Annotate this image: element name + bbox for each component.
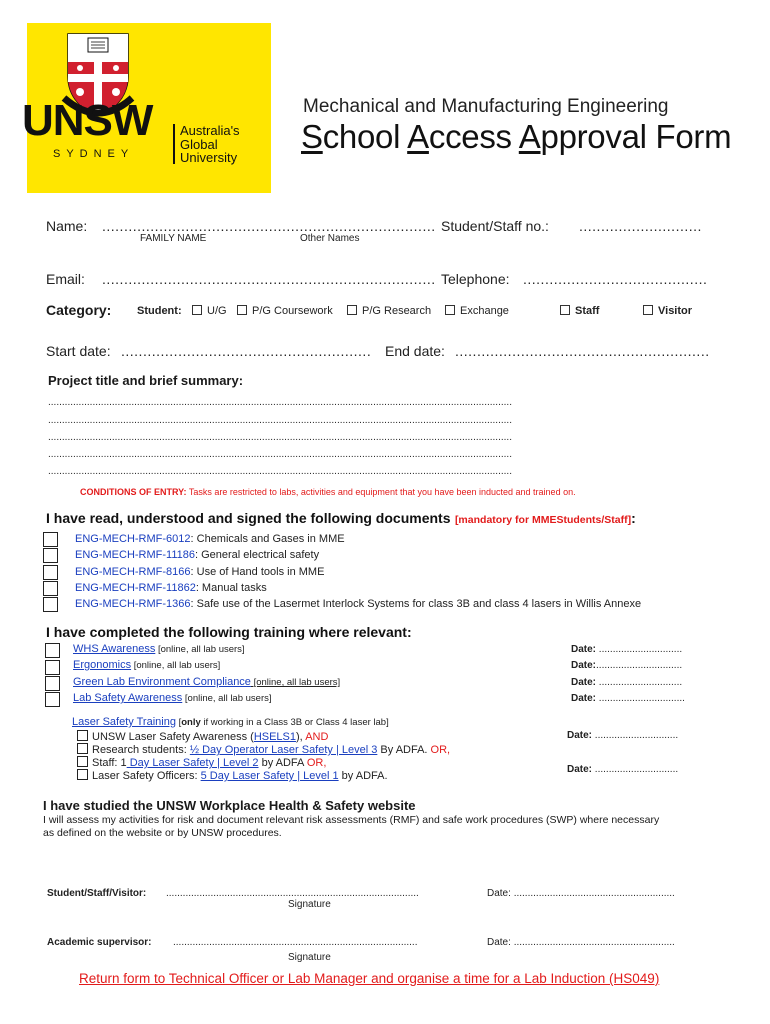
- end-date-field[interactable]: ..........................................................: [455, 343, 710, 359]
- supervisor-signature-label: Academic supervisor:: [47, 937, 152, 948]
- student-signature-label: Student/Staff/Visitor:: [47, 888, 147, 899]
- document-checkbox[interactable]: [43, 581, 58, 596]
- document-item: ENG-MECH-RMF-8166: Use of Hand tools in MME: [75, 566, 325, 578]
- training-checkbox[interactable]: [45, 676, 60, 691]
- checkbox-icon[interactable]: [237, 305, 247, 315]
- training-heading: I have completed the following training where relevant:: [46, 624, 412, 640]
- training-checkbox[interactable]: [45, 692, 60, 707]
- project-heading: Project title and brief summary:: [48, 373, 244, 388]
- document-item: ENG-MECH-RMF-11186: General electrical safety: [75, 549, 320, 561]
- start-date-label: Start date:: [46, 343, 111, 359]
- training-date[interactable]: Date:...............................: [571, 660, 683, 671]
- other-names-caption: Other Names: [300, 233, 360, 244]
- training-date[interactable]: Date: ..............................: [571, 677, 683, 688]
- checkbox-icon[interactable]: [643, 305, 653, 315]
- document-item: ENG-MECH-RMF-11862: Manual tasks: [75, 582, 267, 594]
- training-link[interactable]: Lab Safety Awareness: [73, 692, 183, 704]
- document-link[interactable]: ENG-MECH-RMF-6012: [75, 533, 191, 545]
- conditions-of-entry: CONDITIONS OF ENTRY: Tasks are restricted to labs, activities and equipment that you have been inducted and trained on.: [80, 487, 576, 497]
- training-checkbox[interactable]: [45, 660, 60, 675]
- laser-option[interactable]: Laser Safety Officers: 5 Day Laser Safety | Level 1 by ADFA.: [77, 769, 388, 782]
- student-signature-field[interactable]: ...........................................................................................: [166, 888, 419, 899]
- name-field[interactable]: ............................................................................: [102, 218, 436, 234]
- whs-text: as defined on the website or by UNSW procedures.: [43, 827, 282, 839]
- laser-training: Laser Safety Training [only if working in a Class 3B or Class 4 laser lab]: [72, 716, 389, 728]
- telephone-label: Telephone:: [441, 271, 510, 287]
- document-checkbox[interactable]: [43, 597, 58, 612]
- unsw-city: SYDNEY: [53, 148, 135, 160]
- project-line[interactable]: .......................................................................................................................................................................: [48, 449, 512, 460]
- laser-date[interactable]: Date: ..............................: [567, 730, 679, 741]
- checkbox-icon[interactable]: [77, 730, 88, 741]
- family-name-caption: FAMILY NAME: [140, 233, 207, 244]
- logo-divider: [173, 124, 175, 164]
- document-link[interactable]: ENG-MECH-RMF-8166: [75, 566, 191, 578]
- document-link[interactable]: ENG-MECH-RMF-11186: [75, 549, 195, 561]
- student-staff-no-label: Student/Staff no.:: [441, 218, 549, 234]
- student-label: Student:: [137, 305, 182, 317]
- laser-option[interactable]: UNSW Laser Safety Awareness (HSELS1), AND: [77, 730, 328, 743]
- document-item: ENG-MECH-RMF-6012: Chemicals and Gases in MME: [75, 533, 345, 545]
- telephone-field[interactable]: ..........................................: [523, 271, 708, 287]
- training-item: WHS Awareness [online, all lab users]: [73, 643, 245, 655]
- return-instructions: Return form to Technical Officer or Lab Manager and organise a time for a Lab Induction (HS049): [79, 971, 660, 986]
- unsw-tagline: [180, 124, 240, 165]
- document-link[interactable]: ENG-MECH-RMF-11862: [75, 582, 196, 594]
- training-date[interactable]: Date: ...............................: [571, 693, 685, 704]
- checkbox-icon[interactable]: [445, 305, 455, 315]
- training-date[interactable]: Date: ..............................: [571, 644, 683, 655]
- end-date-label: End date:: [385, 343, 445, 359]
- form-title: School Access Approval Form: [301, 118, 732, 155]
- student-date-field[interactable]: Date: ..........................................................: [487, 888, 675, 899]
- training-item: Green Lab Environment Compliance [online, all lab users]: [73, 676, 341, 688]
- documents-heading: I have read, understood and signed the following documents [mandatory for MMEStudents/Staff]:: [46, 510, 636, 526]
- whs-text: I will assess my activities for risk and document relevant risk assessments (RMF) and safe work procedures (SWP) where necessary: [43, 814, 660, 826]
- training-item: Ergonomics [online, all lab users]: [73, 659, 221, 671]
- supervisor-date-field[interactable]: Date: ..........................................................: [487, 937, 675, 948]
- laser-option[interactable]: Staff: 1 Day Laser Safety | Level 2 by ADFA OR,: [77, 756, 326, 769]
- laser-training-link[interactable]: Laser Safety Training: [72, 716, 176, 728]
- project-line[interactable]: .......................................................................................................................................................................: [48, 432, 512, 443]
- checkbox-icon[interactable]: [347, 305, 357, 315]
- document-item: ENG-MECH-RMF-1366: Safe use of the Lasermet Interlock Systems for class 3B and class 4 lasers in Willis Annexe: [75, 598, 642, 610]
- tagline-line: Global: [180, 136, 218, 152]
- training-link[interactable]: Green Lab Environment Compliance: [73, 676, 251, 688]
- category-option-pg-coursework[interactable]: P/G Coursework: [237, 305, 333, 317]
- document-checkbox[interactable]: [43, 548, 58, 563]
- training-link[interactable]: Ergonomics: [73, 659, 132, 671]
- tagline-line: University: [180, 150, 238, 165]
- checkbox-icon[interactable]: [192, 305, 202, 315]
- project-line[interactable]: .......................................................................................................................................................................: [48, 397, 512, 408]
- document-link[interactable]: ENG-MECH-RMF-1366: [75, 598, 191, 610]
- email-field[interactable]: ............................................................................: [102, 271, 436, 287]
- student-staff-no-field[interactable]: ............................: [579, 218, 702, 234]
- project-line[interactable]: .......................................................................................................................................................................: [48, 466, 512, 477]
- checkbox-icon[interactable]: [77, 769, 88, 780]
- checkbox-icon[interactable]: [77, 743, 88, 754]
- start-date-field[interactable]: .........................................................: [121, 343, 372, 359]
- department-name: Mechanical and Manufacturing Engineering: [303, 96, 669, 117]
- category-option-pg-research[interactable]: P/G Research: [347, 305, 431, 317]
- category-option-visitor[interactable]: Visitor: [643, 305, 692, 317]
- category-option-exchange[interactable]: Exchange: [445, 305, 509, 317]
- unsw-wordmark: UNSW: [22, 96, 153, 145]
- laser-option[interactable]: Research students: ½ Day Operator Laser Safety | Level 3 By ADFA. OR,: [77, 743, 450, 756]
- tagline-line: Australia's: [180, 123, 240, 138]
- whs-heading: I have studied the UNSW Workplace Health & Safety website: [43, 798, 416, 813]
- document-checkbox[interactable]: [43, 565, 58, 580]
- email-label: Email:: [46, 271, 85, 287]
- category-label: Category:: [46, 302, 112, 318]
- signature-caption: Signature: [288, 952, 331, 963]
- category-option-ug[interactable]: U/G: [192, 305, 227, 317]
- training-link[interactable]: WHS Awareness: [73, 643, 156, 655]
- training-checkbox[interactable]: [45, 643, 60, 658]
- training-item: Lab Safety Awareness [online, all lab users]: [73, 692, 272, 704]
- checkbox-icon[interactable]: [77, 756, 88, 767]
- category-option-staff[interactable]: Staff: [560, 305, 599, 317]
- project-line[interactable]: .......................................................................................................................................................................: [48, 415, 512, 426]
- name-label: Name:: [46, 218, 88, 234]
- supervisor-signature-field[interactable]: ........................................................................................: [173, 937, 418, 948]
- laser-date[interactable]: Date: ..............................: [567, 764, 679, 775]
- signature-caption: Signature: [288, 899, 331, 910]
- document-checkbox[interactable]: [43, 532, 58, 547]
- checkbox-icon[interactable]: [560, 305, 570, 315]
